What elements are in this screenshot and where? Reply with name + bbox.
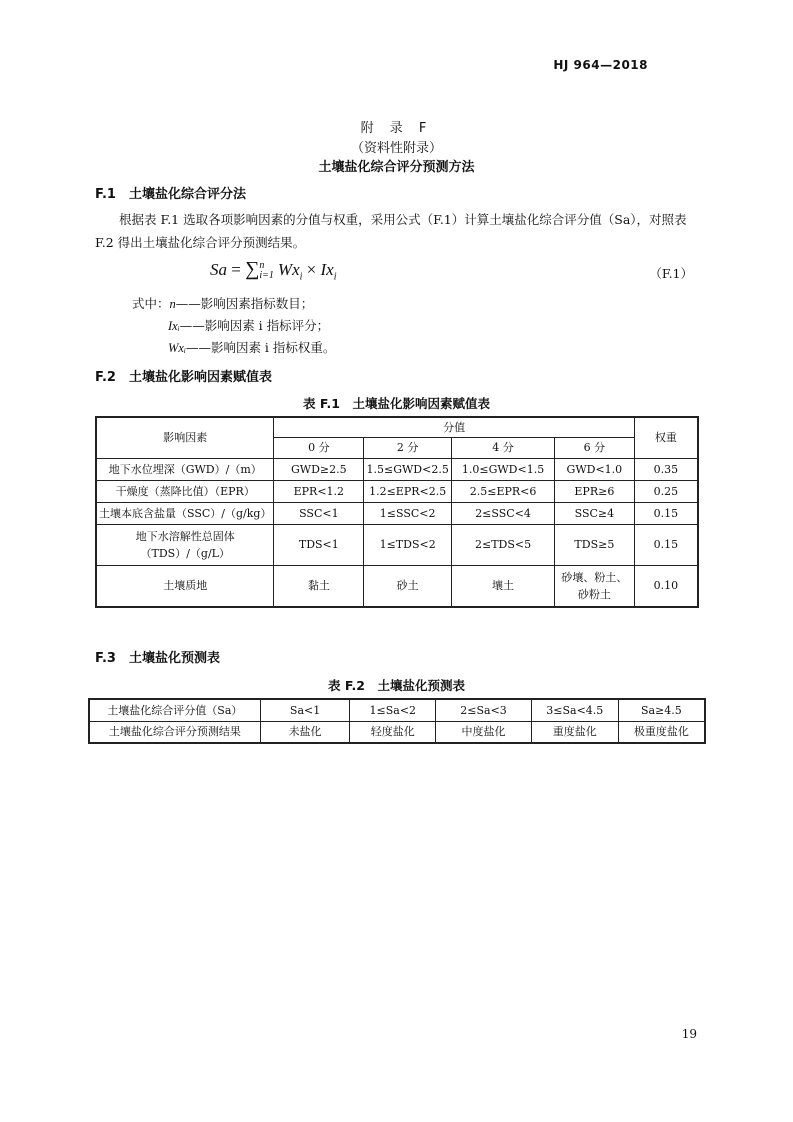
score-line: 砂粉土 [577, 587, 611, 601]
score-cell: TDS≥5 [554, 524, 634, 565]
formula-label: （F.1） [649, 266, 693, 281]
definition-symbol: n [169, 297, 176, 311]
weight-cell: 0.35 [634, 458, 698, 480]
score-cell: 2.5≤EPR<6 [452, 480, 555, 502]
paragraph-text: 根据表 F.1 选取各项影响因素的分值与权重，采用公式（F.1）计算土壤盐化综合评分值（Sa），对照表 F.2 得出土壤盐化综合评分预测结果。 [95, 212, 687, 250]
range-cell: Sa≥4.5 [618, 699, 705, 721]
section-f1-paragraph [95, 208, 700, 254]
score-cell: 黏土 [274, 565, 364, 607]
score-cell: 2≤SSC<4 [452, 502, 555, 524]
factor-cell [96, 524, 274, 565]
label-cell: 土壤盐化综合评分预测结果 [89, 721, 260, 743]
range-cell: 1≤Sa<2 [350, 699, 436, 721]
standard-number: HJ 964—2018 [553, 58, 648, 72]
score-cell: 壤土 [452, 565, 555, 607]
definition-text: ——影响因素 i 指标权重。 [185, 340, 336, 355]
table-row [96, 502, 698, 524]
formula-x: x [292, 260, 300, 279]
factor-cell: 土壤本底含盐量（SSC）/（g/kg） [96, 502, 274, 524]
formula-sub: i=1 [259, 270, 274, 282]
header-weight: 权重 [634, 417, 698, 458]
table-row [89, 721, 705, 743]
formula [210, 258, 336, 282]
section-title: 土壤盐化综合评分法 [129, 187, 247, 202]
score-cell: GWD≥2.5 [274, 458, 364, 480]
table1 [95, 416, 699, 608]
score-level: 2 分 [364, 437, 452, 458]
weight-cell: 0.10 [634, 565, 698, 607]
table-row [96, 458, 698, 480]
score-cell: EPR<1.2 [274, 480, 364, 502]
formula-lhs: Sa [210, 260, 227, 279]
definition-prefix: 式中： [132, 296, 170, 311]
definition-symbol: Wxᵢ [168, 341, 186, 355]
table2 [88, 698, 706, 744]
result-cell: 重度盐化 [531, 721, 618, 743]
table2-caption: 表 F.2 土壤盐化预测表 [328, 678, 465, 693]
score-level: 6 分 [554, 437, 634, 458]
range-cell: 3≤Sa<4.5 [531, 699, 618, 721]
range-cell: Sa<1 [260, 699, 350, 721]
score-cell: GWD<1.0 [554, 458, 634, 480]
section-f2-heading [95, 366, 272, 385]
weight-cell: 0.15 [634, 502, 698, 524]
formula-times: × [302, 260, 321, 279]
factor-line: （TDS）/（g/L） [140, 546, 230, 560]
section-number: F.1 [95, 187, 116, 202]
result-cell: 极重度盐化 [618, 721, 705, 743]
table-row [89, 699, 705, 721]
formula-ix-sub: i [333, 271, 337, 283]
formula-sup: n [259, 260, 265, 272]
score-level: 4 分 [452, 437, 555, 458]
table-row [96, 480, 698, 502]
weight-cell: 0.25 [634, 480, 698, 502]
score-cell: 1.2≤EPR<2.5 [364, 480, 452, 502]
page-number: 19 [681, 1027, 697, 1041]
score-cell: TDS<1 [274, 524, 364, 565]
formula-eq: = [227, 260, 246, 279]
definition-2 [168, 315, 329, 337]
result-cell: 轻度盐化 [350, 721, 436, 743]
section-title: 土壤盐化影响因素赋值表 [129, 370, 273, 385]
definition-symbol: Ixᵢ [168, 319, 180, 333]
range-cell: 2≤Sa<3 [436, 699, 532, 721]
table1-caption: 表 F.1 土壤盐化影响因素赋值表 [302, 396, 490, 411]
table-row [96, 524, 698, 565]
score-cell: 砂土 [364, 565, 452, 607]
header-score: 分值 [274, 417, 634, 437]
weight-cell: 0.15 [634, 524, 698, 565]
formula-ix: Ix [320, 260, 334, 279]
factor-cell: 地下水位埋深（GWD）/（m） [96, 458, 274, 480]
definition-3 [168, 337, 335, 359]
result-cell: 未盐化 [260, 721, 350, 743]
definition-text: ——影响因素指标数目； [175, 296, 314, 311]
score-cell: 2≤TDS<5 [452, 524, 555, 565]
appendix-title: 附 录 F [360, 121, 433, 136]
appendix-type: （资料性附录） [350, 141, 442, 156]
section-title: 土壤盐化预测表 [129, 651, 221, 666]
formula-x-sub: i [299, 271, 303, 283]
section-number: F.3 [95, 651, 116, 666]
definition-1 [132, 293, 313, 315]
section-f3-heading [95, 647, 220, 666]
score-cell: 1.0≤GWD<1.5 [452, 458, 555, 480]
score-cell: SSC<1 [274, 502, 364, 524]
formula-w: W [277, 260, 293, 279]
section-number: F.2 [95, 370, 116, 385]
factor-line: 地下水溶解性总固体 [135, 529, 235, 543]
score-cell [554, 565, 634, 607]
score-cell: 1≤SSC<2 [364, 502, 452, 524]
table-row [96, 565, 698, 607]
score-cell: EPR≥6 [554, 480, 634, 502]
formula-sigma: ∑ [245, 258, 260, 280]
score-cell: SSC≥4 [554, 502, 634, 524]
definition-text: ——影响因素 i 指标评分； [179, 318, 330, 333]
result-cell: 中度盐化 [436, 721, 532, 743]
factor-cell: 干燥度（蒸降比值）（EPR） [96, 480, 274, 502]
header-factor: 影响因素 [96, 417, 274, 458]
label-cell: 土壤盐化综合评分值（Sa） [89, 699, 260, 721]
score-cell: 1≤TDS<2 [364, 524, 452, 565]
score-cell: 1.5≤GWD<2.5 [364, 458, 452, 480]
score-level: 0 分 [274, 437, 364, 458]
appendix-name: 土壤盐化综合评分预测方法 [318, 160, 475, 175]
score-line: 砂壤、粉土、 [561, 570, 628, 584]
section-f1-heading [95, 183, 246, 202]
factor-cell: 土壤质地 [96, 565, 274, 607]
